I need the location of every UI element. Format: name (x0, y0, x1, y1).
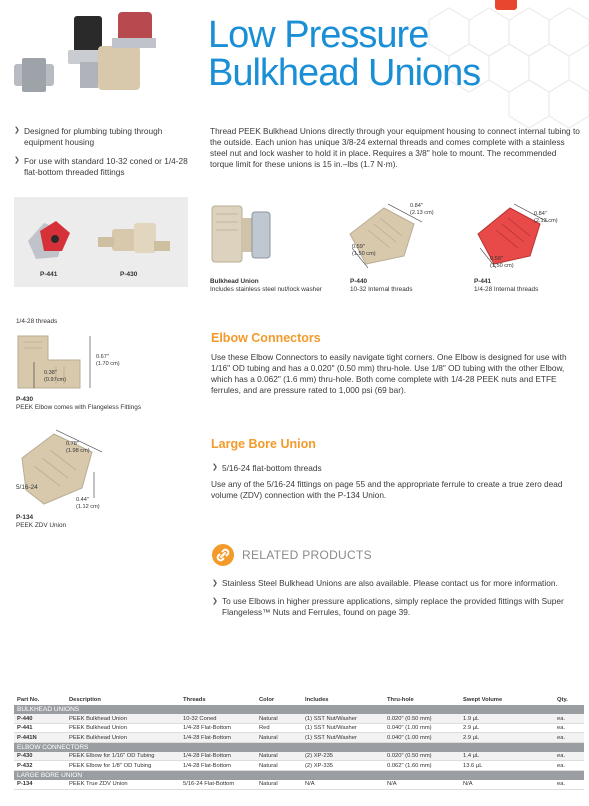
bulkhead-union-diagram (206, 198, 276, 274)
p430-label (16, 396, 141, 411)
large-bore-bullet: ❯ 5/16-24 flat-bottom threads (212, 463, 322, 473)
p134-sub: PEEK ZDV Union (16, 521, 67, 529)
p134-threads-label: 5/16-24 (16, 484, 38, 491)
table-cell: 1/4-28 Flat-Bottom (180, 724, 256, 733)
large-bore-bullets (212, 463, 322, 473)
table-cell: PEEK Bulkhead Union (66, 733, 180, 742)
table-cell: N/A (302, 780, 384, 789)
table-cell: PEEK Bulkhead Union (66, 724, 180, 733)
part-number-cell: P-441 (14, 724, 66, 733)
table-cell: PEEK Bulkhead Union (66, 714, 180, 723)
table-row (14, 724, 584, 733)
feature-bullets (14, 126, 194, 186)
p440-title: P-440 (350, 278, 368, 285)
spec-table-body (14, 705, 584, 789)
p440-sub: 10-32 Internal threads (350, 285, 413, 293)
table-cell: 0.040" (1.00 mm) (384, 724, 460, 733)
table-cell: (1) SST Nut/Washer (302, 733, 384, 742)
table-cell: 0.062" (1.60 mm) (384, 761, 460, 770)
link-icon (212, 544, 234, 566)
bulkhead-union-label (210, 278, 322, 293)
table-row (14, 714, 584, 723)
p430-title: P-430 (16, 396, 34, 403)
photo-caption-p430: P-430 (120, 271, 138, 278)
table-cell: PEEK True ZDV Union (66, 780, 180, 789)
p440-label (350, 278, 413, 293)
col-header: Part No. (17, 697, 40, 703)
p440-dim-width: 0.59" (1.50 cm) (352, 244, 376, 257)
table-cell: Natural (256, 761, 302, 770)
table-cell: (2) XP-335 (302, 761, 384, 770)
table-header-row (14, 695, 584, 705)
col-header: Thru-hole (387, 697, 414, 703)
photo-caption-p441: P-441 (40, 271, 58, 278)
table-cell: ea. (554, 752, 584, 761)
table-cell: 1/4-28 Flat-Bottom (180, 761, 256, 770)
table-cell: Natural (256, 780, 302, 789)
large-bore-paragraph: Use any of the 5/16-24 fittings on page 55 and the appropriate ferrule to create a true zero dead volume (ZDV) connection with the P-134 Union. (211, 479, 563, 500)
table-row (14, 733, 584, 742)
bulkhead-union-title: Bulkhead Union (210, 278, 259, 285)
table-cell: 1.4 µL (460, 752, 554, 761)
table-cell: (1) SST Nut/Washer (302, 714, 384, 723)
p430-dim-height: 0.67" (1.70 cm) (96, 354, 120, 367)
p441-sub: 1/4-28 Internal threads (474, 285, 539, 293)
part-number-cell: P-430 (14, 752, 66, 761)
table-cell: (2) XP-235 (302, 752, 384, 761)
page-title (208, 16, 480, 92)
col-header: Threads (183, 697, 206, 703)
table-cell: 0.020" (0.50 mm) (384, 714, 460, 723)
title-line-1: Low Pressure (208, 14, 429, 56)
table-row (14, 780, 584, 789)
bulkhead-union-sub: Includes stainless steel nut/lock washer (210, 285, 322, 293)
col-header: Swept Volume (463, 697, 503, 703)
table-group-label: ELBOW CONNECTORS (14, 742, 584, 752)
table-cell: ea. (554, 780, 584, 789)
p430-threads-label: 1/4-28 threads (16, 318, 58, 325)
table-cell: ea. (554, 761, 584, 770)
p441-dim-length: 0.84" (2.13 cm) (534, 211, 558, 224)
table-group-row (14, 705, 584, 714)
table-cell: ea. (554, 724, 584, 733)
related-products-list (212, 578, 582, 625)
p441-dim-width: 0.59" (1.50 cm) (490, 256, 514, 269)
feature-bullet: ❯ Designed for plumbing tubing through equipment housing (14, 126, 194, 147)
large-bore-heading: Large Bore Union (211, 437, 316, 451)
p430-sub: PEEK Elbow comes with Flangeless Fittings (16, 403, 142, 411)
table-row (14, 761, 584, 770)
table-cell: ea. (554, 733, 584, 742)
p441-diagram (472, 194, 572, 274)
table-cell: Natural (256, 714, 302, 723)
col-header: Description (69, 697, 101, 703)
feature-bullet: ❯ For use with standard 10-32 coned or 1/4-28 flat-bottom threaded fittings (14, 156, 194, 177)
related-item: ❯ To use Elbows in higher pressure applications, simply replace the provided fittings with Super Flangeless™ Nuts and Ferrules, found on page 39. (212, 596, 582, 618)
part-number-cell: P-432 (14, 761, 66, 770)
title-line-2: Bulkhead Unions (208, 52, 481, 94)
table-group-row (14, 770, 584, 780)
table-cell: 0.020" (0.50 mm) (384, 752, 460, 761)
table-cell: 10-32 Coned (180, 714, 256, 723)
p134-dim-length: 0.78" (1.98 cm) (66, 441, 90, 454)
table-cell: 13.6 µL (460, 761, 554, 770)
product-photo (14, 197, 188, 287)
col-header: Includes (305, 697, 329, 703)
table-cell: 0.040" (1.00 mm) (384, 733, 460, 742)
related-item: ❯ Stainless Steel Bulkhead Unions are also available. Please contact us for more information. (212, 578, 582, 589)
table-group-label: LARGE BORE UNION (14, 770, 584, 780)
p440-dim-length: 0.84" (2.13 cm) (410, 203, 434, 216)
table-row (14, 752, 584, 761)
p134-label (16, 514, 66, 529)
part-number-cell: P-440 (14, 714, 66, 723)
table-cell: N/A (384, 780, 460, 789)
table-cell: 1/4-28 Flat-Bottom (180, 733, 256, 742)
table-cell: Natural (256, 752, 302, 761)
part-number-cell: P-441N (14, 733, 66, 742)
product-hero-image (8, 6, 178, 98)
table-cell: 1/4-28 Flat-Bottom (180, 752, 256, 761)
table-group-row (14, 742, 584, 752)
table-cell: PEEK Elbow for 1/8" OD Tubing (66, 761, 180, 770)
p441-label (474, 278, 538, 293)
table-cell: 2.9 µL (460, 724, 554, 733)
elbow-paragraph: Use these Elbow Connectors to easily navigate tight corners. One Elbow is designed for use with 1/16" OD tubing and has a 0.020" (0.50 mm) thru-hole. Use 1/8" OD tubing with the other Elbow, which has a 0.062" (1.6 mm) thru-hole. Both come complete with 1/4-28 PEEK nuts and ETFE ferrules, and are pressure rated to 1,000 psi (69 bar). (211, 352, 567, 395)
intro-paragraph: Thread PEEK Bulkhead Unions directly through your equipment housing to connect internal tubing to the outside. Each union has unique 3/8-24 external threads and comes complete with a stainless steel nut and lock washer to hold it in place. Requires a 3/8" hole to mount. The recommended torque limit for these unions is 15 in.–lbs (1.7 N·m). (210, 126, 580, 169)
col-header: Color (259, 697, 275, 703)
table-cell: Red (256, 724, 302, 733)
corner-tab (495, 0, 517, 10)
elbow-heading: Elbow Connectors (211, 331, 321, 345)
part-number-cell: P-134 (14, 780, 66, 789)
table-cell: 1.9 µL (460, 714, 554, 723)
table-cell: PEEK Elbow for 1/16" OD Tubing (66, 752, 180, 761)
table-cell: Natural (256, 733, 302, 742)
table-group-label: BULKHEAD UNIONS (14, 705, 584, 714)
table-cell: (1) SST Nut/Washer (302, 724, 384, 733)
table-cell: 5/16-24 Flat-Bottom (180, 780, 256, 789)
related-products-title: RELATED PRODUCTS (242, 548, 372, 562)
p430-dim-width: 0.38" (0.97cm) (44, 370, 67, 383)
p134-dim-width: 0.44" (1.12 cm) (76, 497, 100, 510)
p134-title: P-134 (16, 514, 34, 521)
table-cell: 2.9 µL (460, 733, 554, 742)
spec-table (14, 695, 584, 790)
table-cell: N/A (460, 780, 554, 789)
p441-title: P-441 (474, 278, 492, 285)
col-header: Qty. (557, 697, 568, 703)
table-cell: ea. (554, 714, 584, 723)
